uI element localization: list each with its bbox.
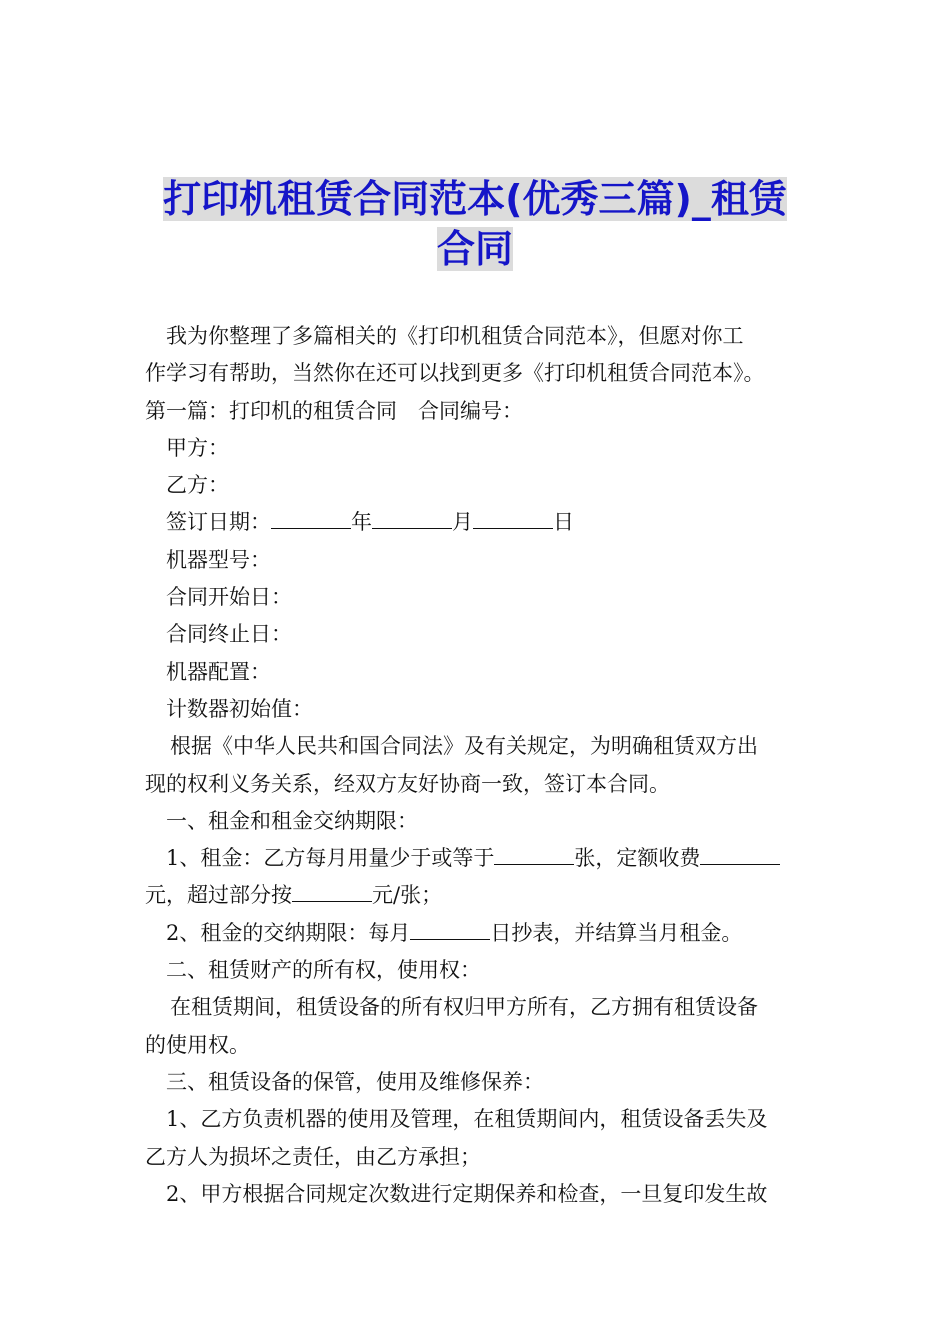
rent-clause-1-text-b: 张，定额收费 [574, 846, 701, 871]
basis-line-2: 现的权利义务关系，经双方友好协商一致，签订本合同。 [145, 771, 670, 796]
sign-date-label: 签订日期： [166, 510, 271, 535]
config-field: 机器配置： [166, 659, 271, 684]
document-body [145, 318, 810, 1213]
sign-date-field [145, 504, 810, 541]
section-heading-1: 第一篇：打印机的租赁合同 合同编号： [145, 398, 523, 423]
blank-line [271, 506, 351, 529]
rent-clause-1-cont [145, 877, 810, 914]
blank-line [410, 917, 490, 940]
rent-clause-2 [145, 915, 810, 952]
day-label: 日 [553, 510, 574, 535]
rent-clause-1-text-c: 元，超过部分按 [145, 883, 292, 908]
party-a-field: 甲方： [166, 435, 229, 460]
blank-line [494, 842, 574, 865]
rent-clause-2-text-b: 日抄表，并结算当月租金。 [490, 920, 743, 945]
title-line-1: 打印机租赁合同范本(优秀三篇)_租赁 [163, 177, 787, 221]
blank-line [700, 842, 780, 865]
rent-clause-2-text-a: 2、租金的交纳期限：每月 [166, 920, 411, 945]
care-clause-2: 2、甲方根据合同规定次数进行定期保养和检查，一旦复印发生故 [166, 1181, 768, 1206]
counter-field: 计数器初始值： [166, 696, 313, 721]
rent-clause-1-text-a: 1、租金：乙方每月用量少于或等于 [166, 846, 495, 871]
basis-line-1: 根据《中华人民共和国合同法》及有关规定，为明确租赁双方出 [170, 734, 758, 759]
start-date-field: 合同开始日： [166, 585, 292, 610]
clause-heading-2: 二、租赁财产的所有权，使用权： [166, 958, 481, 983]
blank-line [372, 506, 452, 529]
ownership-line-2: 的使用权。 [145, 1032, 250, 1057]
rent-clause-1 [145, 840, 810, 877]
care-clause-1: 1、乙方负责机器的使用及管理，在租赁期间内，租赁设备丢失及 [166, 1107, 768, 1132]
model-field: 机器型号： [166, 547, 271, 572]
clause-heading-1: 一、租金和租金交纳期限： [166, 808, 418, 833]
blank-line [292, 879, 372, 902]
rent-clause-1-text-d: 元/张； [372, 883, 443, 908]
intro-line-1: 我为你整理了多篇相关的《打印机租赁合同范本》，但愿对你工 [166, 324, 744, 348]
blank-line [473, 506, 553, 529]
end-date-field: 合同终止日： [166, 622, 292, 647]
care-clause-1-cont: 乙方人为损坏之责任，由乙方承担； [145, 1144, 481, 1169]
party-b-field: 乙方： [166, 473, 229, 498]
document-title [0, 174, 950, 274]
clause-heading-3: 三、租赁设备的保管，使用及维修保养： [166, 1069, 544, 1094]
year-label: 年 [351, 510, 372, 535]
month-label: 月 [452, 510, 473, 535]
ownership-line-1: 在租赁期间，租赁设备的所有权归甲方所有，乙方拥有租赁设备 [170, 995, 758, 1020]
title-line-2: 合同 [436, 227, 513, 271]
intro-line-2: 作学习有帮助，当然你在还可以找到更多《打印机租赁合同范本》。 [145, 361, 765, 386]
